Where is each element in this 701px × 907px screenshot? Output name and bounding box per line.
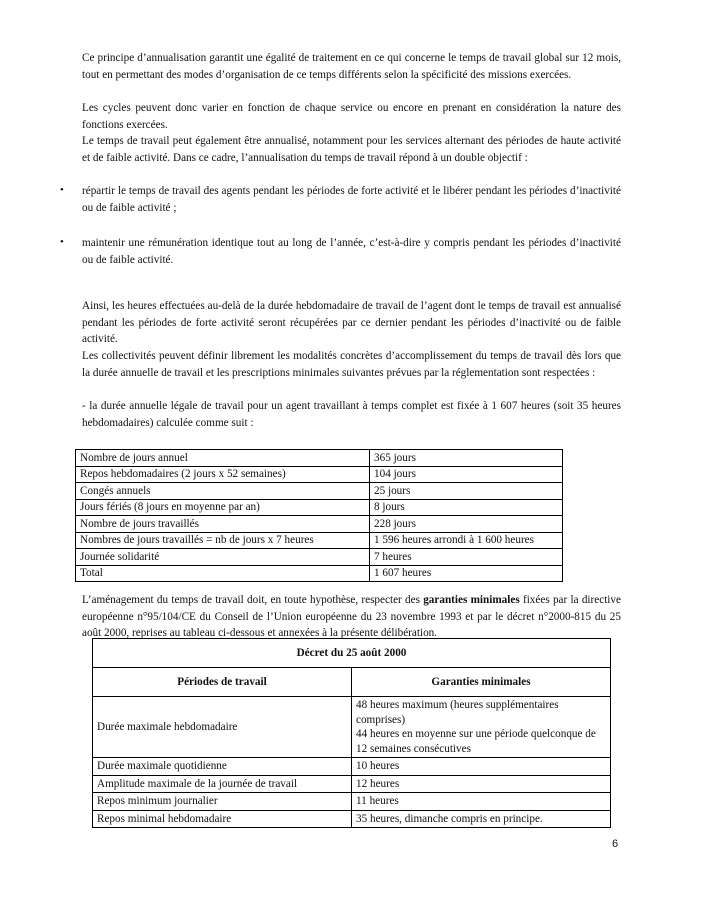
row-label: Nombre de jours travaillés: [76, 516, 370, 533]
page-number: 6: [612, 838, 619, 850]
row-value: 8 jours: [370, 499, 563, 516]
row-value: 10 heures: [352, 758, 611, 776]
header-garanties: Garanties minimales: [352, 668, 611, 697]
minimum-guarantees-table: [92, 638, 611, 828]
row-label: Durée maximale hebdomadaire: [93, 697, 352, 758]
table-header-row: [93, 668, 611, 697]
row-label: Repos minimum journalier: [93, 793, 352, 811]
table-row: [76, 565, 563, 582]
bullet-icon: •: [60, 236, 64, 248]
row-label: Journée solidarité: [76, 549, 370, 566]
row-value: 228 jours: [370, 516, 563, 533]
row-value-line: 44 heures en moyenne sur une période quelconque de 12 semaines consécutives: [356, 728, 596, 755]
row-value: [352, 697, 611, 758]
annual-hours-table: [75, 449, 563, 582]
table-row: [93, 810, 611, 828]
table-row: [76, 499, 563, 516]
row-label: Congés annuels: [76, 483, 370, 500]
paragraph-garanties: [82, 592, 621, 642]
row-label: Amplitude maximale de la journée de travail: [93, 775, 352, 793]
garanties-text-before: L’aménagement du temps de travail doit, en toute hypothèse, respecter des: [82, 594, 424, 606]
paragraph-annualise: Le temps de travail peut également être annualisé, notamment pour les services alternant des périodes de haute activité et de faible activité. Dans ce cadre, l’annualisation du temps de travail répond à un double objectif :: [82, 135, 621, 164]
table-title-row: [93, 639, 611, 668]
table-row: [93, 758, 611, 776]
row-label: Jours fériés (8 jours en moyenne par an): [76, 499, 370, 516]
row-label: Repos hebdomadaires (2 jours x 52 semaines): [76, 466, 370, 483]
table-row: [93, 793, 611, 811]
paragraph-duree-annuelle: - la durée annuelle légale de travail pour un agent travaillant à temps complet est fixée à 1 607 heures (soit 35 heures hebdomadaires) calculée comme suit :: [82, 400, 621, 429]
bullet-item-maintenir: maintenir une rémunération identique tout au long de l’année, c’est-à-dire y compris pendant les périodes d’inactivité ou de faible activité.: [82, 237, 621, 266]
row-value: 11 heures: [352, 793, 611, 811]
paragraph-annualisation: Ce principe d’annualisation garantit une égalité de traitement en ce qui concerne le temps de travail global sur 12 mois, tout en permettant des modes d’organisation de ce temps différents selon la spécificité des missions exercées.: [82, 52, 621, 81]
table-row: [93, 775, 611, 793]
table-row: [76, 549, 563, 566]
row-value-line: 48 heures maximum (heures supplémentaires comprises): [356, 699, 559, 726]
garanties-bold: garanties minimales: [423, 594, 520, 606]
header-periodes: Périodes de travail: [93, 668, 352, 697]
table-row: [76, 466, 563, 483]
table-row: [76, 483, 563, 500]
row-value: 104 jours: [370, 466, 563, 483]
table-row: [93, 697, 611, 758]
row-label: Nombre de jours annuel: [76, 450, 370, 467]
row-value: 25 jours: [370, 483, 563, 500]
paragraph-cycles: Les cycles peuvent donc varier en fonction de chaque service ou encore en prenant en considération la nature des fonctions exercées.: [82, 102, 621, 131]
row-label: Repos minimal hebdomadaire: [93, 810, 352, 828]
row-value: 35 heures, dimanche compris en principe.: [352, 810, 611, 828]
table-row: [76, 450, 563, 467]
row-value: 1 596 heures arrondi à 1 600 heures: [370, 532, 563, 549]
row-value: 365 jours: [370, 450, 563, 467]
paragraph-collectivites: Les collectivités peuvent définir librement les modalités concrètes d’accomplissement du temps de travail dès lors que la durée annuelle de travail et les prescriptions minimales suivantes prévues par la réglementation sont respectées :: [82, 350, 621, 379]
paragraph-heures-effectuees: Ainsi, les heures effectuées au-delà de la durée hebdomadaire de travail de l’agent dont le temps de travail est annualisé pendant les périodes de forte activité seront récupérées par ce dernier pendant les périodes d’inactivité ou de faible activité.: [82, 300, 621, 345]
table-title: Décret du 25 août 2000: [93, 639, 611, 668]
row-label: Durée maximale quotidienne: [93, 758, 352, 776]
table-row: [76, 516, 563, 533]
row-label: Nombres de jours travaillés = nb de jours x 7 heures: [76, 532, 370, 549]
row-value: 7 heures: [370, 549, 563, 566]
row-value: 1 607 heures: [370, 565, 563, 582]
row-label: Total: [76, 565, 370, 582]
bullet-item-repartir: répartir le temps de travail des agents pendant les périodes de forte activité et le libérer pendant les périodes d’inactivité ou de faible activité ;: [82, 185, 621, 214]
row-value: 12 heures: [352, 775, 611, 793]
garanties-text-after: fixées par la directive européenne n°95/104/CE du Conseil de l’Union européenne du 23 novembre 1993 et par le décret n°2000-815 du 25 août 2000, reprises au tableau ci-dessous et annexées à la présente délibération.: [82, 594, 621, 639]
bullet-icon: •: [60, 184, 64, 196]
table-row: [76, 532, 563, 549]
